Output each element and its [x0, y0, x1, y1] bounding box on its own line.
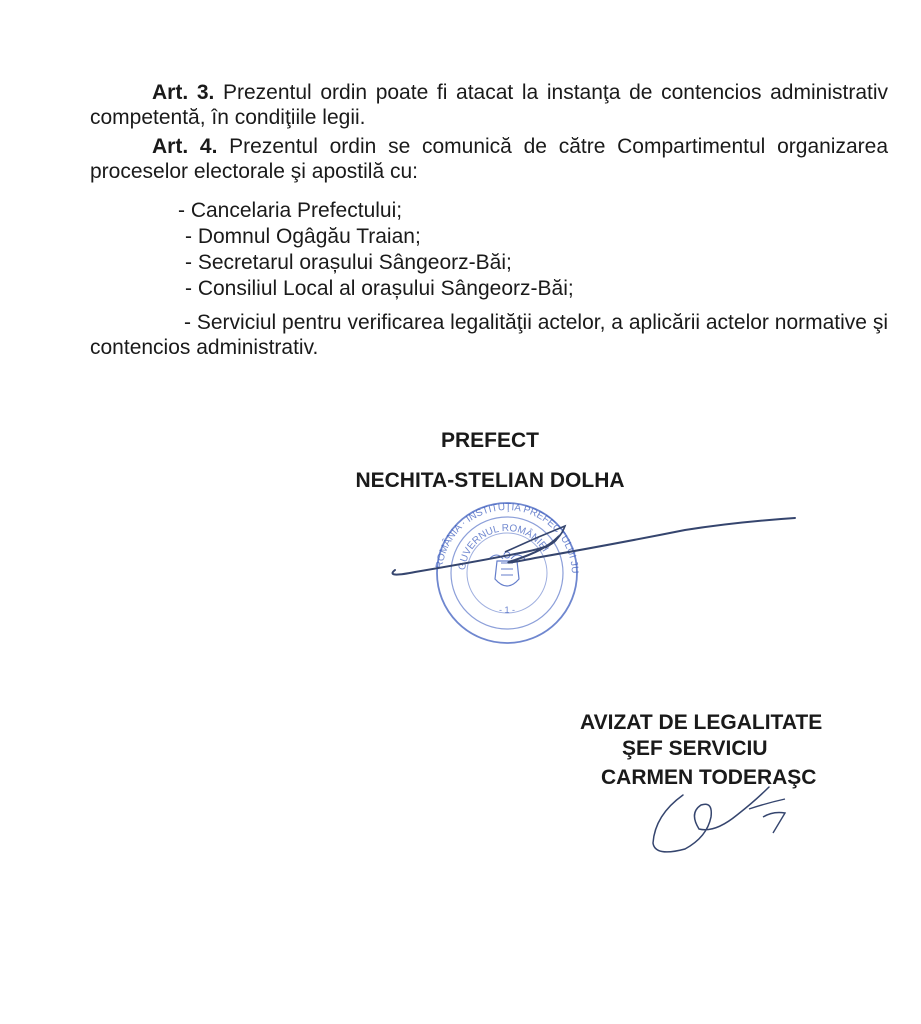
article-4	[90, 134, 888, 184]
stamp-number: - 1 -	[498, 605, 516, 615]
stamp-outer-text: ROMÂNIA · INSTITUŢIA PREFECTULUI JUDEŢUL BISTRIŢA-NĂSĂUD	[423, 495, 581, 574]
article-3-label: Art. 3.	[152, 81, 215, 104]
legality-service-head: ŞEF SERVICIU	[622, 737, 768, 760]
prefect-title: PREFECT	[440, 429, 539, 452]
prefect-name: NECHITA-STELIAN DOLHA	[355, 469, 625, 492]
recipient-item-last-text: - Serviciul pentru verificarea legalităţii actelor, a aplicării actelor normative şi contencios administrativ.	[90, 311, 888, 359]
stamp-inner-text: GUVERNUL ROMÂNIEI	[456, 522, 551, 571]
article-3-text: Prezentul ordin poate fi atacat la instanţa de contencios administrativ competentă, în condiţiile legii.	[90, 81, 888, 129]
legality-signer-name: CARMEN TODERAŞC	[601, 766, 817, 789]
legality-approval-title: AVIZAT DE LEGALITATE	[580, 711, 823, 734]
recipient-item-last	[90, 310, 888, 360]
recipient-item: - Cancelaria Prefectului;	[178, 199, 403, 222]
article-4-label: Art. 4.	[152, 135, 218, 158]
legality-signature	[645, 775, 815, 865]
article-4-text: Prezentul ordin se comunică de către Compartimentul organizarea proceselor electorale şi apostilă cu:	[90, 135, 888, 183]
article-3	[90, 80, 888, 130]
recipient-item: - Domnul Ogâgău Traian;	[185, 225, 421, 248]
recipient-item: - Secretarul orașului Sângeorz-Băi;	[185, 251, 512, 274]
prefect-signature	[385, 508, 805, 588]
recipient-item: - Consiliul Local al orașului Sângeorz-Băi;	[185, 277, 574, 300]
